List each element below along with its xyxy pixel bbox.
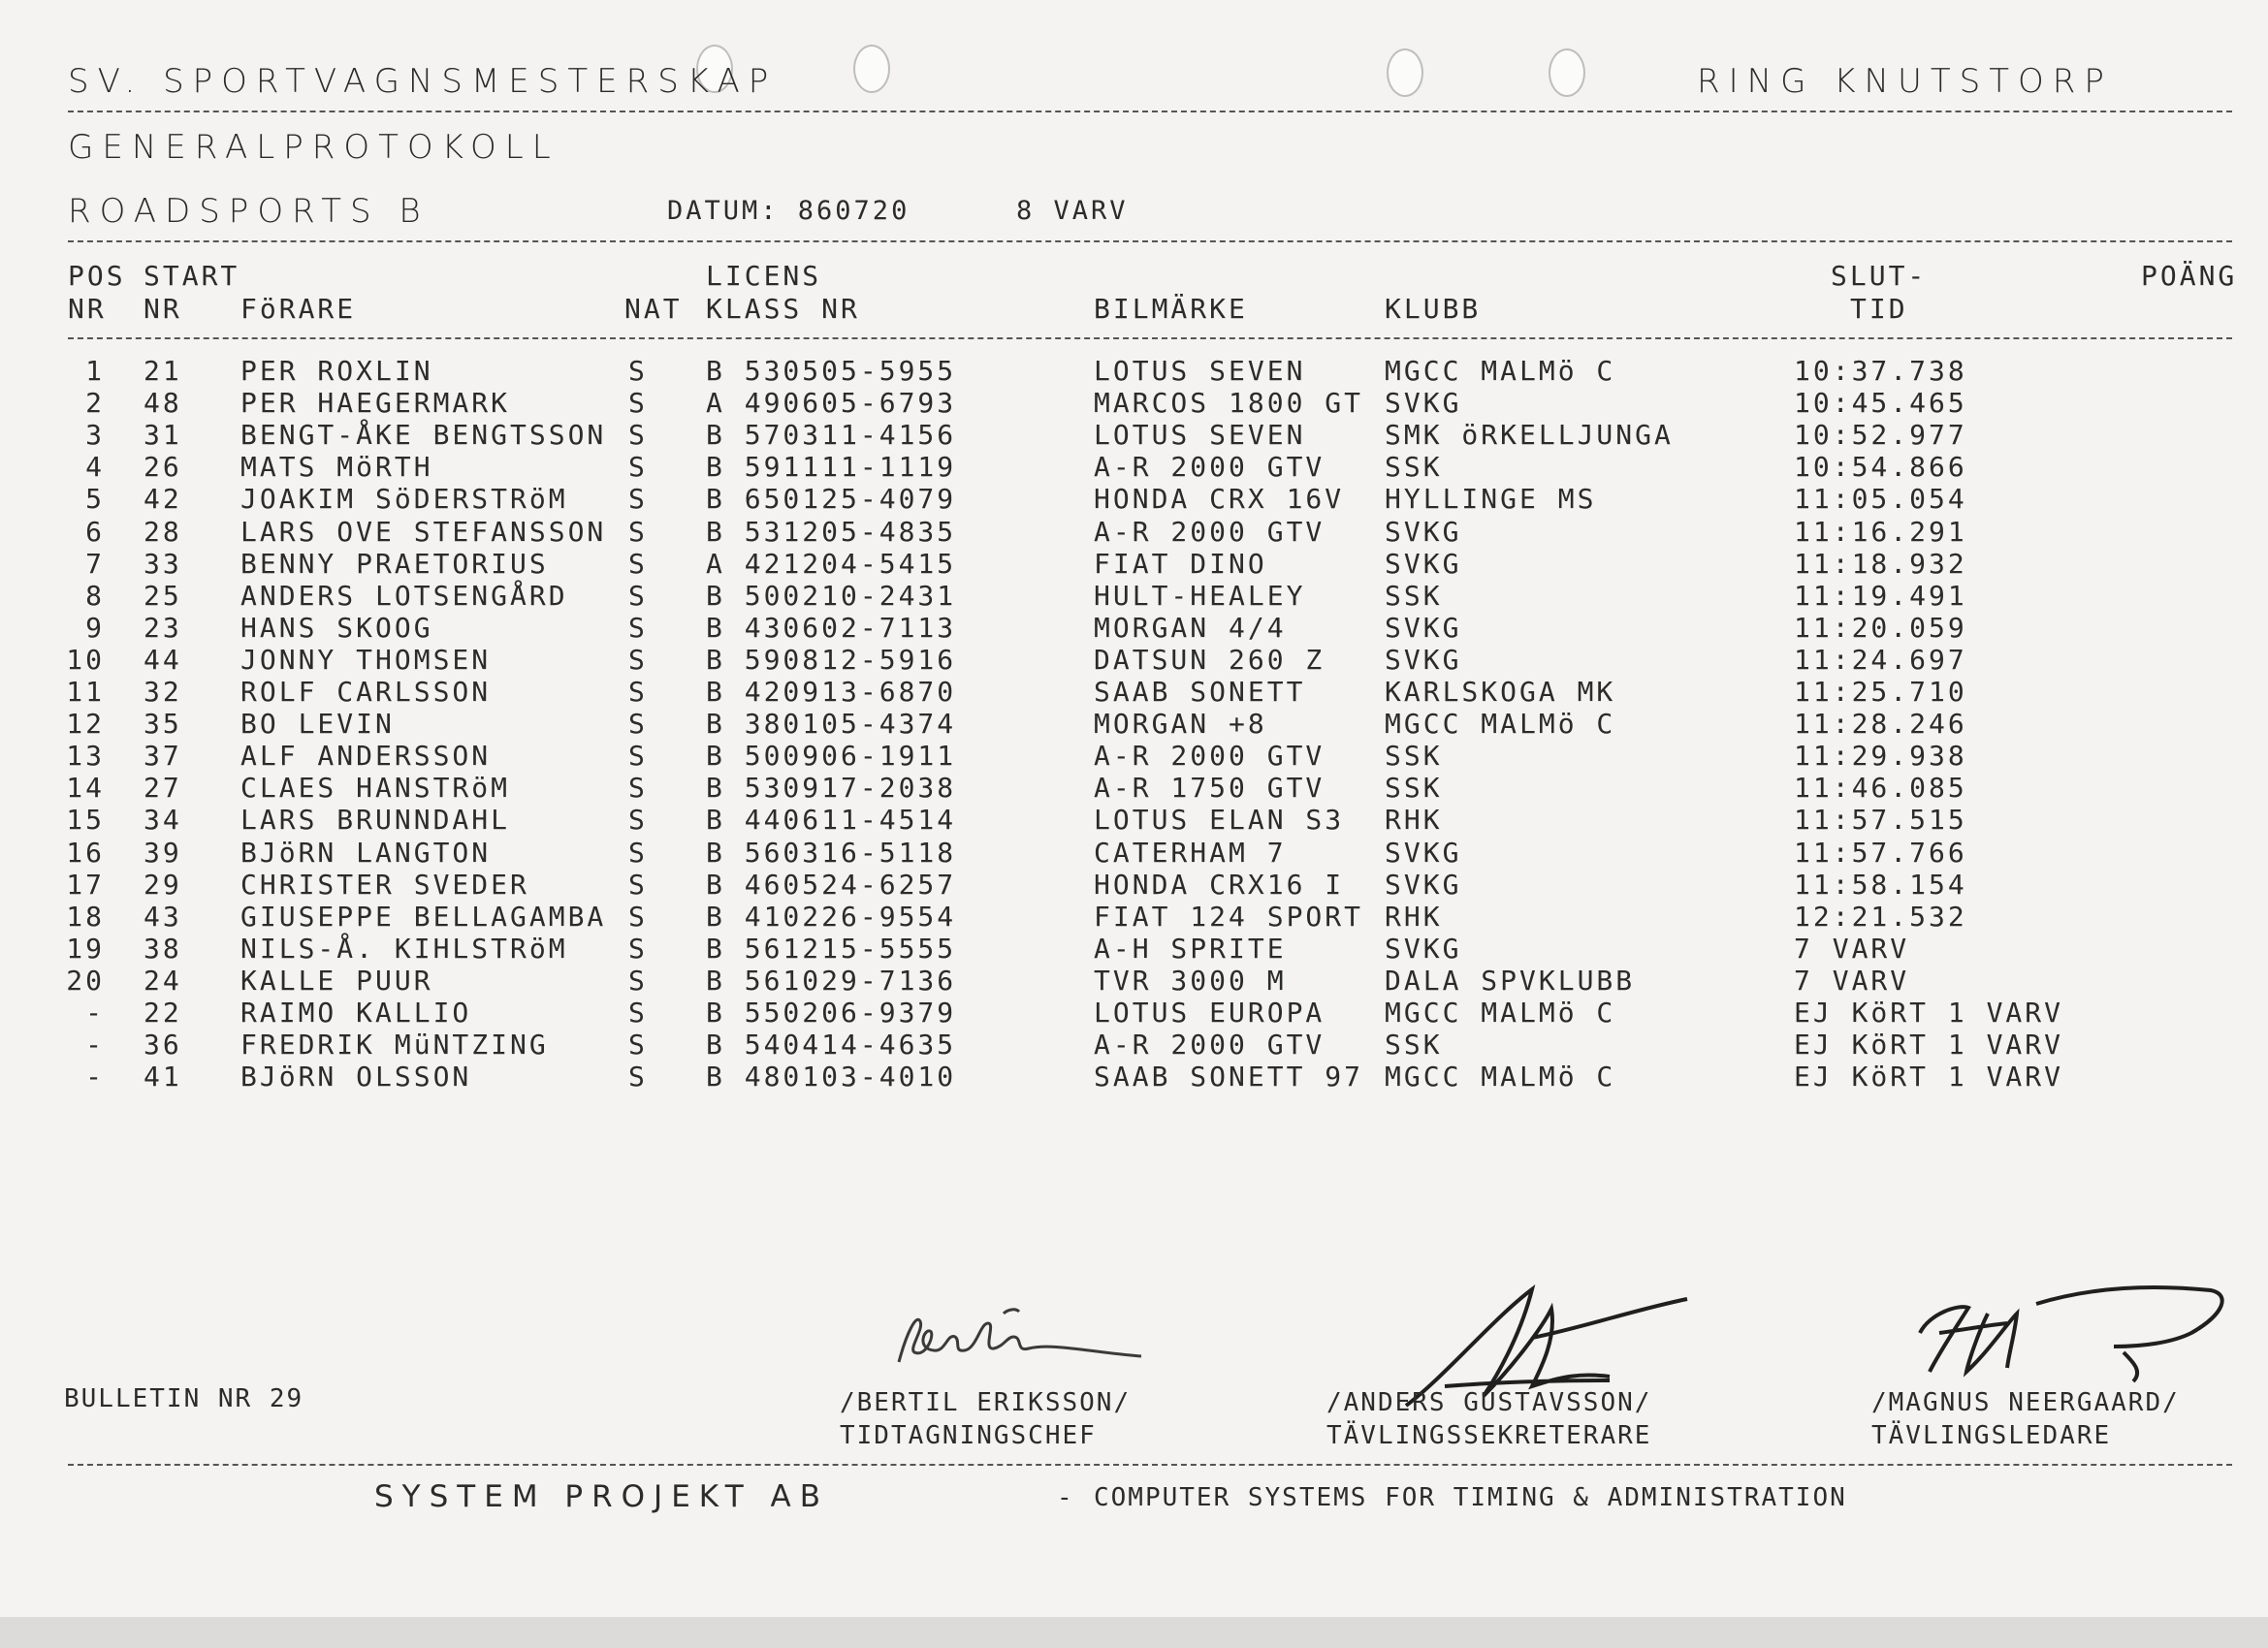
cell-nat: S (628, 515, 648, 548)
cell-club: RHK (1385, 900, 1443, 933)
signatory-name: /ANDERS GUSTAVSSON/ (1326, 1388, 1652, 1417)
cell-car: SAAB SONETT 97 (1094, 1061, 1364, 1093)
cell-driver: HANS SKOOG (240, 611, 433, 644)
table-row (0, 772, 2268, 804)
cell-start: 41 (144, 1061, 182, 1093)
cell-car: MORGAN 4/4 (1094, 611, 1287, 644)
cell-car: LOTUS ELAN S3 (1094, 804, 1345, 837)
cell-club: MGCC MALMö C (1385, 708, 1616, 741)
cell-driver: RAIMO KALLIO (240, 997, 472, 1029)
table-row (0, 419, 2268, 451)
cell-time: 10:37.738 (1794, 355, 1967, 387)
cell-licence: A 421204-5415 (706, 547, 957, 580)
footer-separator: - (1057, 1483, 1074, 1512)
cell-time: EJ KöRT 1 VARV (1794, 997, 2064, 1029)
cell-pos: 6 (85, 515, 105, 548)
cell-driver: NILS-Å. KIHLSTRöM (240, 932, 568, 965)
cell-time: 7 VARV (1794, 932, 1910, 965)
cell-licence: B 480103-4010 (706, 1061, 957, 1093)
cell-driver: LARS BRUNNDAHL (240, 804, 511, 837)
cell-licence: B 440611-4514 (706, 804, 957, 837)
col-pos-line2: NR (68, 293, 107, 325)
cell-pos: 15 (66, 804, 105, 837)
cell-start: 37 (144, 740, 182, 773)
table-row (0, 901, 2268, 933)
cell-car: HONDA CRX16 I (1094, 868, 1345, 901)
bulletin-number: BULLETIN NR 29 (64, 1384, 304, 1413)
cell-time: 11:18.932 (1794, 547, 1967, 580)
cell-car: FIAT DINO (1094, 547, 1267, 580)
divider (68, 111, 2232, 112)
table-row (0, 676, 2268, 708)
cell-nat: S (628, 772, 648, 805)
table-row (0, 644, 2268, 676)
cell-driver: JONNY THOMSEN (240, 643, 492, 676)
cell-club: SVKG (1385, 868, 1462, 901)
cell-start: 27 (144, 772, 182, 805)
cell-licence: B 500210-2431 (706, 579, 957, 612)
cell-nat: S (628, 1061, 648, 1093)
table-row (0, 580, 2268, 612)
table-row (0, 1029, 2268, 1061)
cell-licence: B 540414-4635 (706, 1029, 957, 1062)
cell-licence: B 591111-1119 (706, 451, 957, 484)
cell-licence: B 550206-9379 (706, 997, 957, 1029)
cell-pos: 17 (66, 868, 105, 901)
cell-nat: S (628, 708, 648, 741)
cell-club: SSK (1385, 579, 1443, 612)
signatory-role: TIDTAGNINGSCHEF (840, 1421, 1097, 1450)
cell-club: SSK (1385, 740, 1443, 773)
cell-car: A-R 2000 GTV (1094, 451, 1326, 484)
cell-start: 31 (144, 419, 182, 452)
cell-nat: S (628, 676, 648, 708)
cell-pos: 9 (85, 611, 105, 644)
cell-driver: BENGT-ÅKE BENGTSSON (240, 419, 607, 452)
cell-driver: GIUSEPPE BELLAGAMBA (240, 900, 607, 933)
cell-driver: FREDRIK MüNTZING (240, 1029, 549, 1062)
table-row (0, 516, 2268, 548)
cell-licence: B 560316-5118 (706, 836, 957, 869)
col-time-line1: SLUT- (1831, 260, 1928, 292)
cell-nat: S (628, 932, 648, 965)
cell-driver: PER ROXLIN (240, 355, 433, 387)
cell-car: A-H SPRITE (1094, 932, 1287, 965)
cell-start: 21 (144, 355, 182, 387)
col-start-line2: NR (144, 293, 182, 325)
cell-club: KARLSKOGA MK (1385, 676, 1616, 708)
cell-time: 11:19.491 (1794, 579, 1967, 612)
cell-time: 11:16.291 (1794, 515, 1967, 548)
cell-nat: S (628, 964, 648, 997)
table-row (0, 355, 2268, 387)
cell-car: HONDA CRX 16V (1094, 483, 1345, 516)
cell-licence: B 650125-4079 (706, 483, 957, 516)
cell-time: EJ KöRT 1 VARV (1794, 1061, 2064, 1093)
punch-hole (1549, 48, 1585, 97)
cell-licence: A 490605-6793 (706, 387, 957, 420)
cell-time: 11:24.697 (1794, 643, 1967, 676)
cell-start: 24 (144, 964, 182, 997)
cell-pos: 11 (66, 676, 105, 708)
cell-start: 43 (144, 900, 182, 933)
cell-start: 38 (144, 932, 182, 965)
cell-start: 42 (144, 483, 182, 516)
cell-car: A-R 2000 GTV (1094, 740, 1326, 773)
cell-start: 26 (144, 451, 182, 484)
cell-driver: JOAKIM SöDERSTRöM (240, 483, 568, 516)
cell-time: 11:57.515 (1794, 804, 1967, 837)
cell-time: 12:21.532 (1794, 900, 1967, 933)
race-date: DATUM: 860720 (667, 196, 910, 226)
cell-nat: S (628, 900, 648, 933)
cell-pos: 20 (66, 964, 105, 997)
cell-nat: S (628, 419, 648, 452)
cell-start: 39 (144, 836, 182, 869)
cell-start: 34 (144, 804, 182, 837)
cell-pos: 8 (85, 579, 105, 612)
cell-car: TVR 3000 M (1094, 964, 1287, 997)
cell-pos: 3 (85, 419, 105, 452)
cell-club: MGCC MALMö C (1385, 1061, 1616, 1093)
table-row (0, 997, 2268, 1029)
cell-nat: S (628, 387, 648, 420)
cell-pos: - (85, 997, 105, 1029)
col-pos-line1: POS (68, 260, 126, 292)
championship-title: SV. SPORTVAGNSMESTERSKAP (68, 62, 778, 101)
class-name: ROADSPORTS B (68, 192, 430, 231)
cell-licence: B 561215-5555 (706, 932, 957, 965)
cell-club: SVKG (1385, 932, 1462, 965)
cell-driver: LARS OVE STEFANSSON (240, 515, 607, 548)
cell-driver: CLAES HANSTRöM (240, 772, 511, 805)
race-laps: 8 VARV (1016, 196, 1129, 226)
cell-car: A-R 2000 GTV (1094, 515, 1326, 548)
cell-nat: S (628, 483, 648, 516)
signatory-name: /BERTIL ERIKSSON/ (840, 1388, 1132, 1417)
cell-club: SVKG (1385, 643, 1462, 676)
cell-pos: 12 (66, 708, 105, 741)
divider (68, 240, 2232, 242)
table-row (0, 837, 2268, 869)
cell-start: 36 (144, 1029, 182, 1062)
cell-time: 11:05.054 (1794, 483, 1967, 516)
table-row (0, 1061, 2268, 1093)
cell-pos: - (85, 1061, 105, 1093)
cell-start: 32 (144, 676, 182, 708)
cell-driver: BJöRN LANGTON (240, 836, 492, 869)
cell-pos: 18 (66, 900, 105, 933)
cell-pos: 2 (85, 387, 105, 420)
cell-driver: BJöRN OLSSON (240, 1061, 472, 1093)
cell-club: SVKG (1385, 611, 1462, 644)
cell-driver: ALF ANDERSSON (240, 740, 492, 773)
cell-pos: 5 (85, 483, 105, 516)
cell-licence: B 570311-4156 (706, 419, 957, 452)
cell-club: RHK (1385, 804, 1443, 837)
cell-licence: B 561029-7136 (706, 964, 957, 997)
cell-time: 11:58.154 (1794, 868, 1967, 901)
cell-driver: ANDERS LOTSENGÅRD (240, 579, 568, 612)
table-row (0, 451, 2268, 483)
cell-nat: S (628, 1029, 648, 1062)
cell-start: 22 (144, 997, 182, 1029)
cell-driver: CHRISTER SVEDER (240, 868, 529, 901)
cell-car: FIAT 124 SPORT (1094, 900, 1364, 933)
cell-pos: 14 (66, 772, 105, 805)
cell-car: MARCOS 1800 GT (1094, 387, 1364, 420)
cell-licence: B 420913-6870 (706, 676, 957, 708)
cell-car: MORGAN +8 (1094, 708, 1267, 741)
cell-start: 25 (144, 579, 182, 612)
cell-licence: B 530917-2038 (706, 772, 957, 805)
cell-start: 48 (144, 387, 182, 420)
cell-nat: S (628, 547, 648, 580)
cell-licence: B 590812-5916 (706, 643, 957, 676)
table-row (0, 387, 2268, 419)
cell-driver: BO LEVIN (240, 708, 395, 741)
cell-nat: S (628, 804, 648, 837)
signature-eriksson (887, 1294, 1149, 1381)
cell-nat: S (628, 740, 648, 773)
cell-time: 11:46.085 (1794, 772, 1967, 805)
cell-nat: S (628, 579, 648, 612)
divider (68, 1464, 2232, 1466)
col-club: KLUBB (1385, 293, 1482, 325)
cell-car: A-R 1750 GTV (1094, 772, 1326, 805)
cell-pos: 1 (85, 355, 105, 387)
cell-start: 35 (144, 708, 182, 741)
punch-hole (853, 45, 890, 93)
table-row (0, 548, 2268, 580)
cell-time: EJ KöRT 1 VARV (1794, 1029, 2064, 1062)
footer-company: SYSTEM PROJEKT AB (374, 1479, 829, 1514)
cell-nat: S (628, 836, 648, 869)
cell-club: SMK öRKELLJUNGA (1385, 419, 1674, 452)
cell-time: 11:57.766 (1794, 836, 1967, 869)
cell-club: DALA SPVKLUBB (1385, 964, 1636, 997)
col-licence-line1: LICENS (706, 260, 822, 292)
cell-pos: 16 (66, 836, 105, 869)
signatory-name: /MAGNUS NEERGAARD/ (1871, 1388, 2180, 1417)
cell-nat: S (628, 611, 648, 644)
col-nat: NAT (624, 293, 683, 325)
cell-licence: B 430602-7113 (706, 611, 957, 644)
cell-club: MGCC MALMö C (1385, 997, 1616, 1029)
cell-time: 11:25.710 (1794, 676, 1967, 708)
document-type: GENERALPROTOKOLL (68, 128, 559, 167)
footer-tagline: COMPUTER SYSTEMS FOR TIMING & ADMINISTRATION (1094, 1483, 1847, 1512)
cell-club: HYLLINGE MS (1385, 483, 1597, 516)
cell-club: SVKG (1385, 515, 1462, 548)
table-row (0, 483, 2268, 515)
cell-licence: B 530505-5955 (706, 355, 957, 387)
cell-driver: ROLF CARLSSON (240, 676, 492, 708)
divider (68, 337, 2232, 339)
cell-pos: 10 (66, 643, 105, 676)
cell-club: SSK (1385, 772, 1443, 805)
cell-car: CATERHAM 7 (1094, 836, 1287, 869)
cell-car: DATSUN 260 Z (1094, 643, 1326, 676)
cell-licence: B 500906-1911 (706, 740, 957, 773)
col-points: POÄNG (2141, 260, 2238, 292)
cell-time: 11:20.059 (1794, 611, 1967, 644)
cell-driver: MATS MöRTH (240, 451, 433, 484)
cell-time: 10:54.866 (1794, 451, 1967, 484)
cell-pos: 19 (66, 932, 105, 965)
cell-pos: - (85, 1029, 105, 1062)
cell-car: HULT-HEALEY (1094, 579, 1306, 612)
cell-car: LOTUS EUROPA (1094, 997, 1326, 1029)
table-row (0, 708, 2268, 740)
cell-club: SVKG (1385, 836, 1462, 869)
cell-licence: B 380105-4374 (706, 708, 957, 741)
cell-driver: BENNY PRAETORIUS (240, 547, 549, 580)
table-row (0, 933, 2268, 965)
cell-time: 10:45.465 (1794, 387, 1967, 420)
signature-neergaard (1901, 1275, 2268, 1401)
cell-pos: 7 (85, 547, 105, 580)
cell-start: 28 (144, 515, 182, 548)
cell-club: MGCC MALMö C (1385, 355, 1616, 387)
col-licence-line2: KLASS NR (706, 293, 860, 325)
cell-pos: 4 (85, 451, 105, 484)
table-row (0, 612, 2268, 644)
cell-time: 10:52.977 (1794, 419, 1967, 452)
cell-start: 33 (144, 547, 182, 580)
signatory-role: TÄVLINGSLEDARE (1871, 1421, 2112, 1450)
table-row (0, 965, 2268, 997)
cell-start: 29 (144, 868, 182, 901)
signatory-role: TÄVLINGSSEKRETERARE (1326, 1421, 1652, 1450)
cell-time: 11:28.246 (1794, 708, 1967, 741)
cell-nat: S (628, 997, 648, 1029)
cell-pos: 13 (66, 740, 105, 773)
col-car: BILMÄRKE (1094, 293, 1248, 325)
cell-licence: B 531205-4835 (706, 515, 957, 548)
cell-car: A-R 2000 GTV (1094, 1029, 1326, 1062)
cell-time: 7 VARV (1794, 964, 1910, 997)
cell-start: 44 (144, 643, 182, 676)
cell-club: SVKG (1385, 547, 1462, 580)
cell-nat: S (628, 868, 648, 901)
table-row (0, 804, 2268, 836)
table-row (0, 740, 2268, 772)
cell-nat: S (628, 643, 648, 676)
cell-club: SSK (1385, 1029, 1443, 1062)
cell-club: SVKG (1385, 387, 1462, 420)
cell-nat: S (628, 355, 648, 387)
table-row (0, 869, 2268, 901)
cell-time: 11:29.938 (1794, 740, 1967, 773)
cell-car: SAAB SONETT (1094, 676, 1306, 708)
cell-licence: B 460524-6257 (706, 868, 957, 901)
cell-driver: KALLE PUUR (240, 964, 433, 997)
cell-nat: S (628, 451, 648, 484)
venue-title: RING KNUTSTORP (1697, 62, 2113, 101)
punch-hole (1387, 48, 1423, 97)
cell-club: SSK (1385, 451, 1443, 484)
cell-car: LOTUS SEVEN (1094, 355, 1306, 387)
cell-start: 23 (144, 611, 182, 644)
scan-edge (0, 1617, 2268, 1648)
cell-driver: PER HAEGERMARK (240, 387, 511, 420)
col-start-line1: START (144, 260, 240, 292)
cell-licence: B 410226-9554 (706, 900, 957, 933)
col-time-line2: TID (1850, 293, 1908, 325)
cell-car: LOTUS SEVEN (1094, 419, 1306, 452)
col-driver: FöRARE (240, 293, 357, 325)
